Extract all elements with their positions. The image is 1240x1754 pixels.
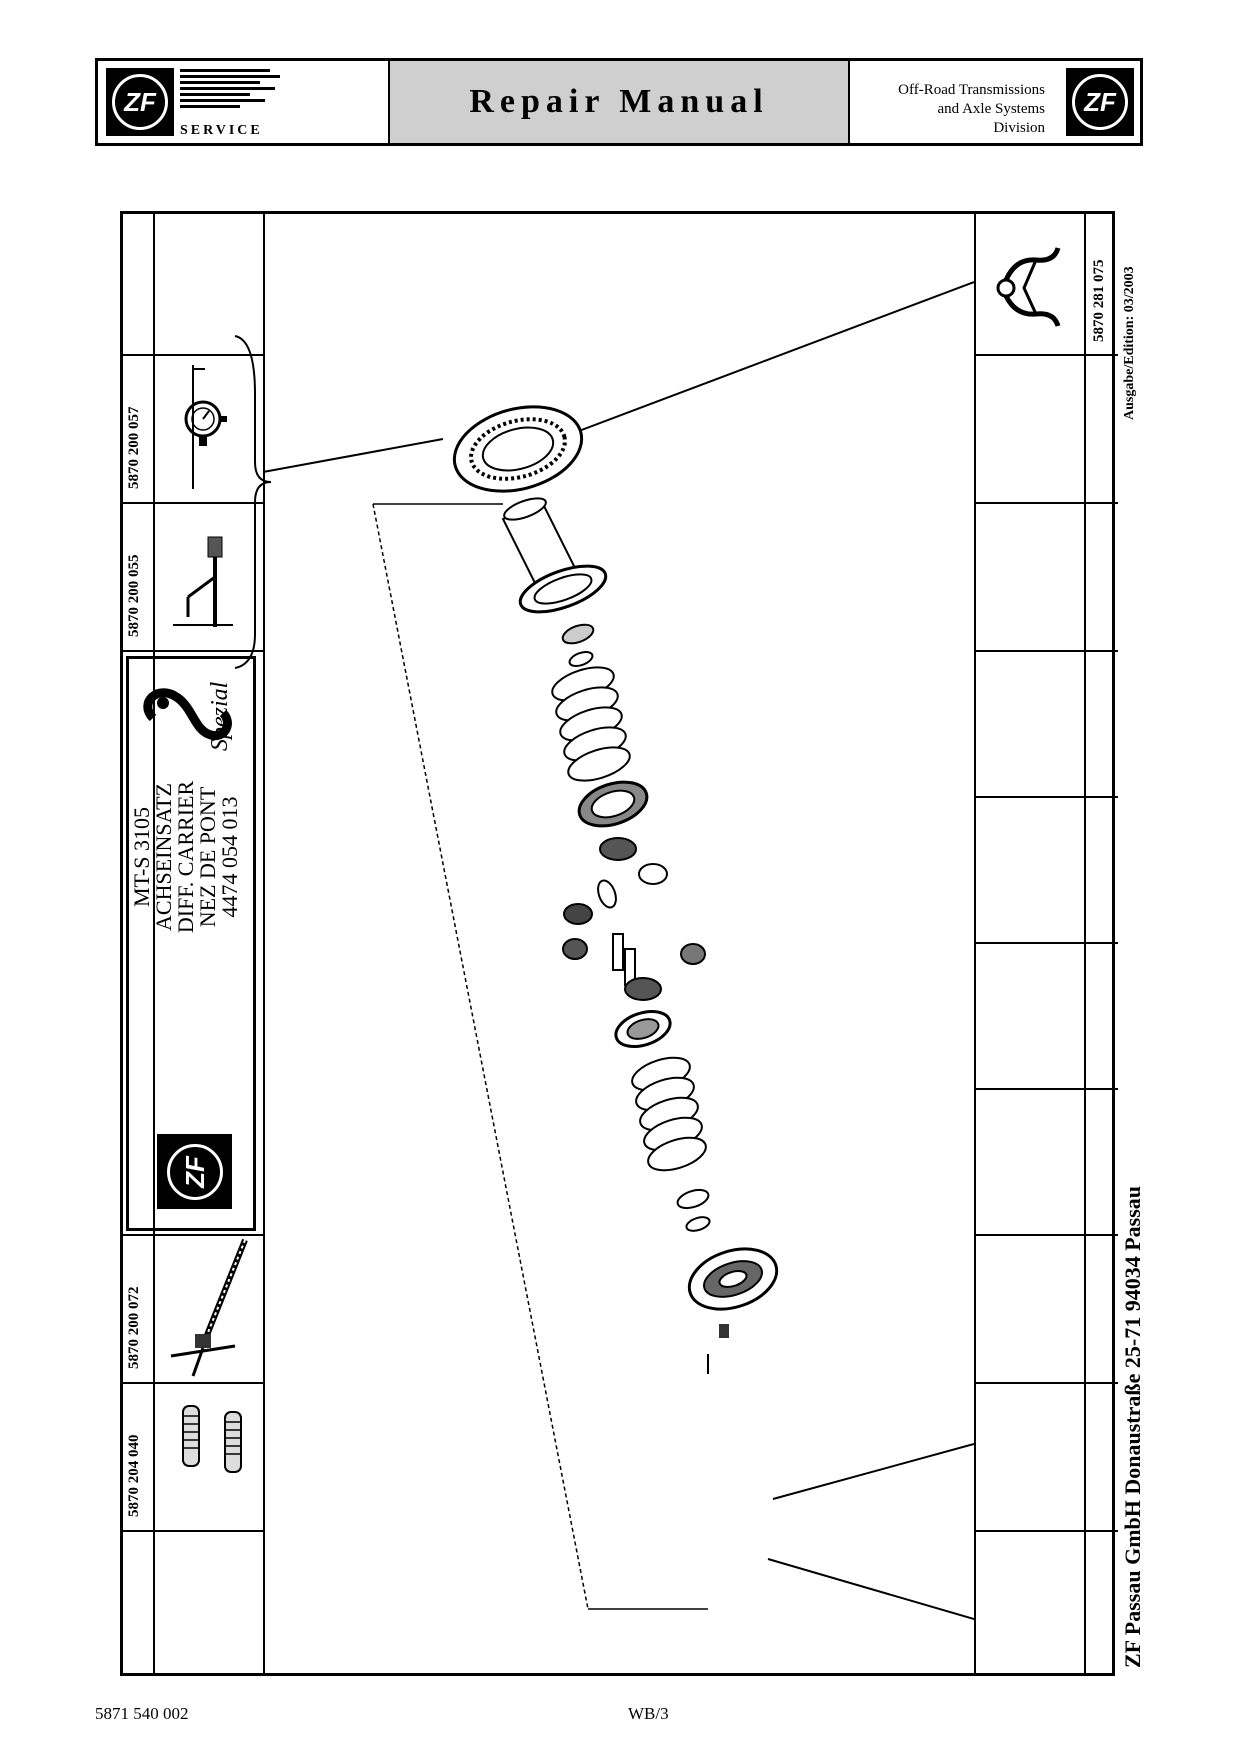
- clutch-discs-lower: [628, 1051, 710, 1176]
- grid-line: [974, 1530, 1118, 1532]
- zf-logo-icon: ZF: [1066, 68, 1134, 136]
- crown-wheel-part: [445, 394, 591, 505]
- division-block: [850, 61, 1140, 143]
- leader-line: [563, 282, 974, 437]
- service-label: SERVICE: [180, 123, 263, 138]
- diff-housing-part: [502, 494, 612, 621]
- leader-line: [263, 439, 443, 472]
- threaded-mandrel-icon: [153, 1236, 261, 1380]
- grid-line: [974, 796, 1118, 798]
- assembly-guide-line: [373, 504, 588, 1609]
- grid-line: [974, 650, 1118, 652]
- zf-logo-icon: ZF: [106, 68, 174, 136]
- spezial-logo-text: Spezial: [207, 681, 233, 751]
- grid-line: [974, 502, 1118, 504]
- guide-pins-icon: [153, 1386, 261, 1526]
- page-number: WB/3: [628, 1704, 669, 1723]
- grid-line: [974, 1088, 1118, 1090]
- housing-cover-part: [682, 1238, 785, 1319]
- exploded-view-drawing: [263, 214, 974, 1673]
- grid-line: [974, 1234, 1118, 1236]
- clutch-discs-upper: [548, 661, 634, 787]
- side-gear-part: [600, 838, 636, 860]
- assembly-title: MT-S 3105 ACHSEINSATZ DIFF. CARRIER NEZ DE PONT 4474 054 013: [129, 780, 242, 934]
- page-header: [95, 58, 1143, 146]
- leader-line: [773, 1444, 974, 1499]
- tool-number-281-075: 5870 281 075: [1091, 259, 1107, 342]
- division-text: Off-Road Transmissions and Axle Systems Division: [898, 82, 1045, 136]
- grid-line: [974, 1382, 1118, 1384]
- cross-pin-part: [613, 934, 623, 970]
- gripper-icon: [976, 218, 1082, 350]
- tool-number-204-040: 5870 204 040: [126, 1434, 142, 1517]
- tool-number-200-057: 5870 200 057: [126, 406, 142, 489]
- edition-label: Ausgabe/Edition: 03/2003: [1122, 266, 1137, 420]
- screw-part: [719, 1324, 729, 1338]
- tool-number-200-072: 5870 200 072: [126, 1286, 142, 1369]
- assembly-title-box: [126, 656, 256, 1231]
- zf-logo-icon: ZF: [157, 1134, 232, 1209]
- grid-line: [123, 1530, 263, 1532]
- grid-line: [123, 1382, 263, 1384]
- grid-line: [974, 942, 1118, 944]
- speed-lines-decoration: [180, 69, 280, 121]
- document-number: 5871 540 002: [95, 1704, 189, 1723]
- zf-service-logo: [98, 61, 390, 143]
- page-title: Repair Manual: [390, 61, 850, 143]
- tool-number-200-055: 5870 200 055: [126, 554, 142, 637]
- leader-line: [768, 1559, 974, 1619]
- company-address: ZF Passau GmbH Donaustraße 25-71 94034 Passau: [1120, 1185, 1145, 1668]
- tool-sheet: [120, 211, 1115, 1676]
- grid-line: [974, 354, 1118, 356]
